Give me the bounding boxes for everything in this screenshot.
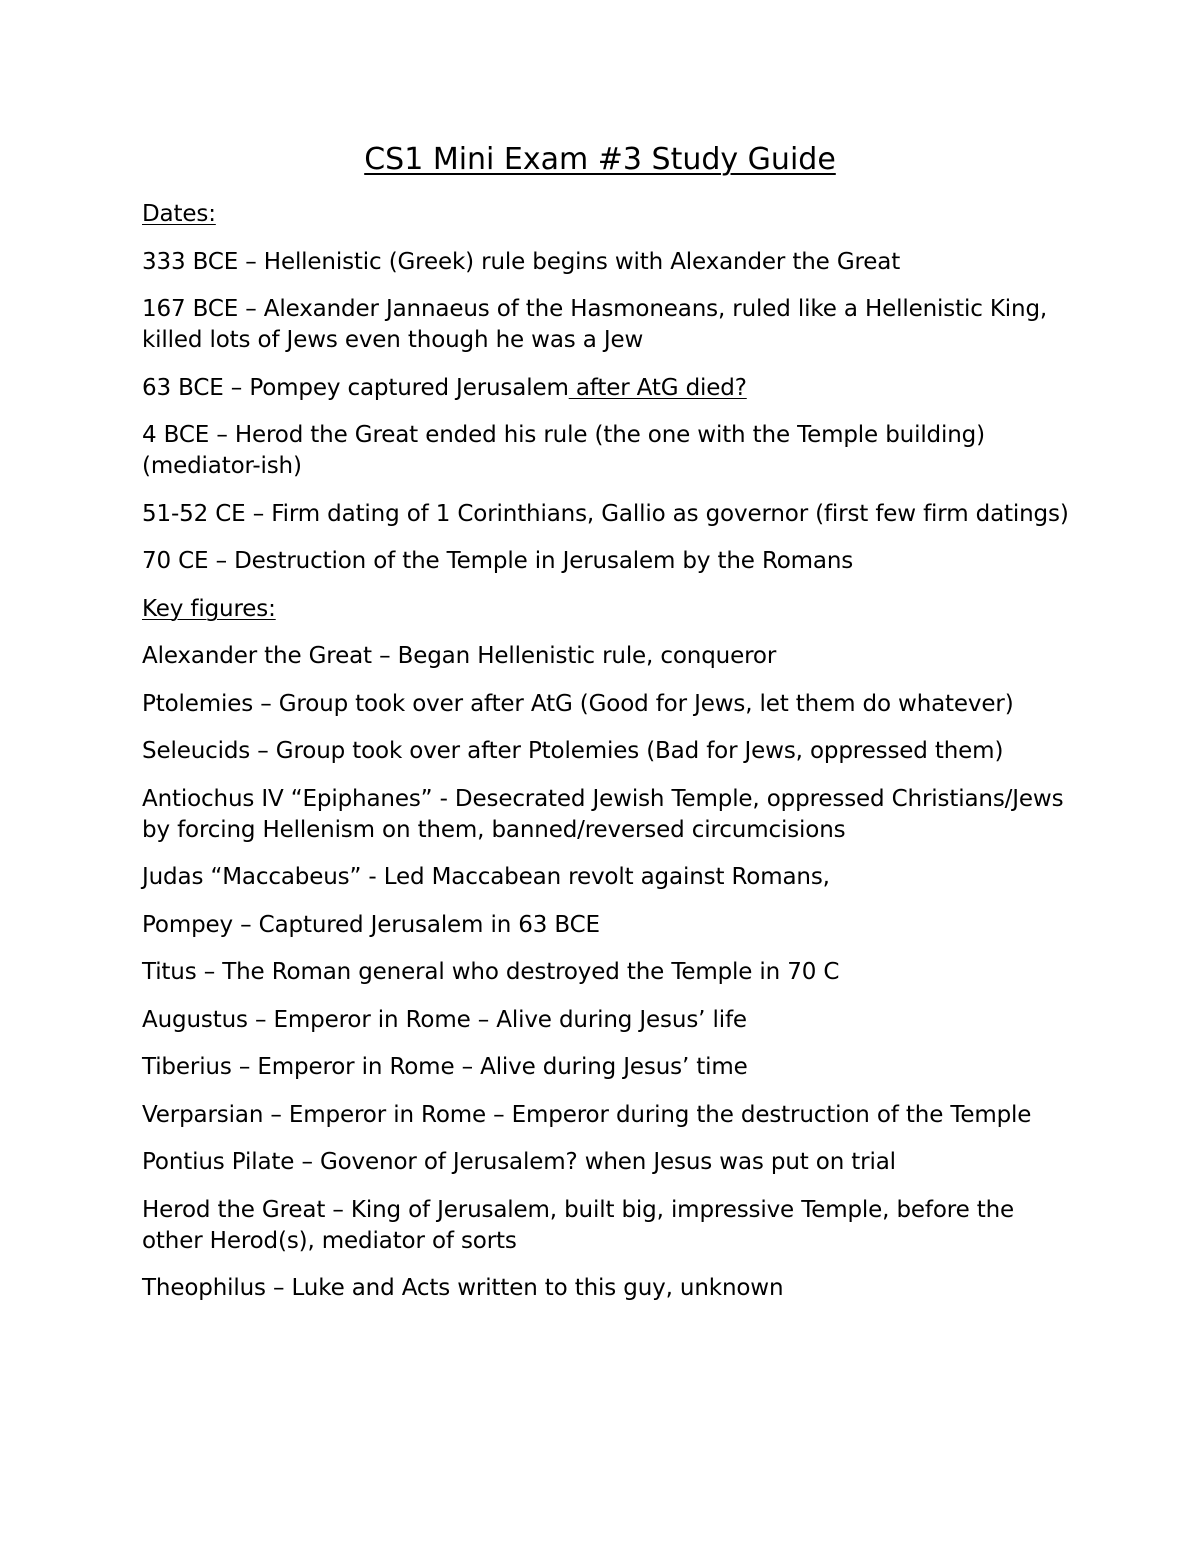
figure-item-alexander: Alexander the Great – Began Hellenistic rule, conqueror xyxy=(142,643,777,669)
date-item-63bce-text: 63 BCE – Pompey captured Jerusalem xyxy=(142,374,569,401)
date-item-167bce: 167 BCE – Alexander Jannaeus of the Hasmoneans, ruled like a Hellenistic King, killed lots of Jews even though he was a Jew xyxy=(142,296,1048,353)
page-title-text: CS1 Mini Exam #3 Study Guide xyxy=(364,142,836,177)
key-figures-heading-line xyxy=(142,594,1072,625)
figure-item-theophilus: Theophilus – Luke and Acts written to this guy, unknown xyxy=(142,1275,784,1301)
date-item-333bce: 333 BCE – Hellenistic (Greek) rule begins with Alexander the Great xyxy=(142,248,901,275)
figure-item-seleucids: Seleucids – Group took over after Ptolemies (Bad for Jews, oppressed them) xyxy=(142,738,1004,764)
figure-item-pompey: Pompey – Captured Jerusalem in 63 BCE xyxy=(142,911,600,938)
figure-item-tiberius: Tiberius – Emperor in Rome – Alive during Jesus’ time xyxy=(142,1054,748,1080)
page-title xyxy=(0,140,1200,180)
figure-item-ptolemies: Ptolemies – Group took over after AtG (Good for Jews, let them do whatever) xyxy=(142,690,1014,717)
figure-item-judas: Judas “Maccabeus” - Led Maccabean revolt against Romans, xyxy=(142,864,830,890)
date-item-63bce-note: after AtG died? xyxy=(568,374,747,401)
date-item-4bce: 4 BCE – Herod the Great ended his rule (the one with the Temple building) (mediator-ish) xyxy=(142,422,985,479)
figure-item-herod: Herod the Great – King of Jerusalem, built big, impressive Temple, before the other Herod(s), mediator of sorts xyxy=(142,1196,1015,1254)
key-figures-heading: Key figures: xyxy=(142,595,276,622)
date-item-70ce: 70 CE – Destruction of the Temple in Jerusalem by the Romans xyxy=(142,548,854,574)
date-item-51ce: 51-52 CE – Firm dating of 1 Corinthians, Gallio as governor (first few firm datings) xyxy=(142,500,1069,527)
date-item-63bce xyxy=(142,373,1072,404)
figure-item-antiochus: Antiochus IV “Epiphanes” - Desecrated Jewish Temple, oppressed Christians/Jews by forcing Hellenism on them, banned/reversed circumcisions xyxy=(142,785,1064,843)
figure-item-augustus: Augustus – Emperor in Rome – Alive during Jesus’ life xyxy=(142,1006,747,1033)
figure-item-titus: Titus – The Roman general who destroyed the Temple in 70 C xyxy=(142,959,840,985)
figure-item-pilate: Pontius Pilate – Govenor of Jerusalem? when Jesus was put on trial xyxy=(142,1149,896,1175)
document-body xyxy=(142,199,1072,1321)
figure-item-verparsian: Verparsian – Emperor in Rome – Emperor during the destruction of the Temple xyxy=(142,1101,1032,1128)
dates-heading: Dates: xyxy=(142,201,216,227)
dates-heading-line xyxy=(142,199,1072,230)
